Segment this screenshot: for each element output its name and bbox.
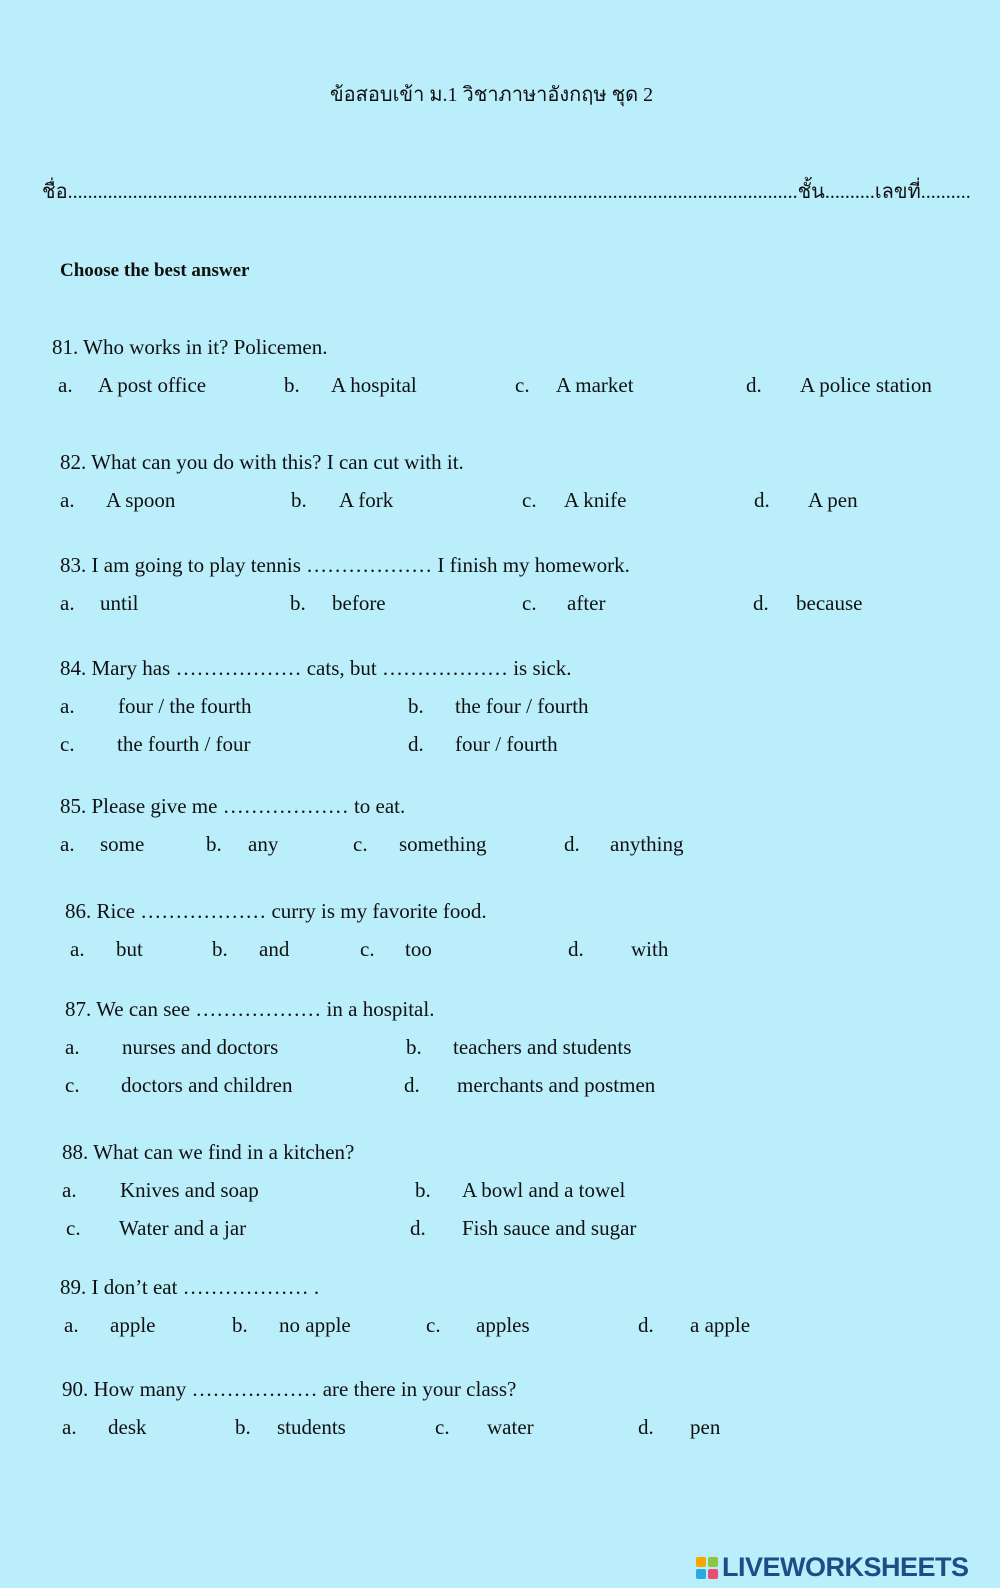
q90-option-d-letter[interactable]: d. [638,1415,654,1439]
q83-option-a-letter[interactable]: a. [60,591,75,615]
question-87: 87. We can see ……………… in a hospital. [65,997,435,1021]
q81-option-c-letter[interactable]: c. [515,373,530,397]
q85-option-c-text[interactable]: something [399,832,487,856]
q85-option-a-text[interactable]: some [100,832,145,856]
q89-option-d-text[interactable]: a apple [690,1313,751,1337]
q89-option-b-text[interactable]: no apple [279,1313,351,1337]
q81-option-a-text[interactable]: A post office [98,373,207,397]
q90-option-d-text[interactable]: pen [690,1415,721,1439]
q89-option-c-letter[interactable]: c. [426,1313,441,1337]
q84-option-c-letter[interactable]: c. [60,732,75,756]
q82-option-d-letter[interactable]: d. [754,488,770,512]
liveworksheets-logo-icon [696,1557,718,1579]
q82-option-b-letter[interactable]: b. [291,488,307,512]
question-81: 81. Who works in it? Policemen. [52,335,328,359]
q83-option-c-letter[interactable]: c. [522,591,537,615]
question-83: 83. I am going to play tennis ……………… I finish my homework. [60,553,630,577]
question-85: 85. Please give me ……………… to eat. [60,794,406,818]
q89-option-b-letter[interactable]: b. [232,1313,248,1337]
q87-option-a-text[interactable]: nurses and doctors [122,1035,279,1059]
student-info-line[interactable]: ชื่อ..................................................................................................................................................ชั้น..........เลขที่.......... [42,181,971,203]
q86-option-b-text[interactable]: and [259,937,290,961]
q84-option-c-text[interactable]: the fourth / four [117,732,251,756]
q88-option-d-text[interactable]: Fish sauce and sugar [462,1216,637,1240]
q86-option-a-text[interactable]: but [116,937,143,961]
logo-square-2 [708,1557,718,1567]
q87-option-a-letter[interactable]: a. [65,1035,80,1059]
q87-option-d-letter[interactable]: d. [404,1073,420,1097]
q83-option-d-letter[interactable]: d. [753,591,769,615]
question-90: 90. How many ……………… are there in your class? [62,1377,517,1401]
q82-option-b-text[interactable]: A fork [339,488,394,512]
q85-option-b-text[interactable]: any [248,832,279,856]
liveworksheets-logo-text: LIVEWORKSHEETS [722,1552,969,1582]
q90-option-b-letter[interactable]: b. [235,1415,251,1439]
instruction-heading: Choose the best answer [60,260,250,281]
q89-option-c-text[interactable]: apples [476,1313,530,1337]
question-89: 89. I don’t eat ……………… . [60,1275,320,1299]
q87-option-c-text[interactable]: doctors and children [121,1073,293,1097]
question-84: 84. Mary has ……………… cats, but ……………… is sick. [60,656,572,680]
q88-option-a-text[interactable]: Knives and soap [120,1178,259,1202]
q83-option-b-text[interactable]: before [332,591,386,615]
q82-option-a-letter[interactable]: a. [60,488,75,512]
q90-option-c-text[interactable]: water [487,1415,534,1439]
q88-option-d-letter[interactable]: d. [410,1216,426,1240]
question-82: 82. What can you do with this? I can cut with it. [60,450,464,474]
q89-option-a-text[interactable]: apple [110,1313,156,1337]
q88-option-c-letter[interactable]: c. [66,1216,81,1240]
q88-option-c-text[interactable]: Water and a jar [119,1216,247,1240]
q83-option-d-text[interactable]: because [796,591,863,615]
q89-option-a-letter[interactable]: a. [64,1313,79,1337]
q85-option-a-letter[interactable]: a. [60,832,75,856]
q83-option-a-text[interactable]: until [100,591,139,615]
q83-option-c-text[interactable]: after [567,591,606,615]
q85-option-d-text[interactable]: anything [610,832,684,856]
q87-option-b-text[interactable]: teachers and students [453,1035,632,1059]
q88-option-b-text[interactable]: A bowl and a towel [462,1178,626,1202]
q81-option-b-text[interactable]: A hospital [331,373,417,397]
q86-option-c-text[interactable]: too [405,937,432,961]
q83-option-b-letter[interactable]: b. [290,591,306,615]
q81-option-d-letter[interactable]: d. [746,373,762,397]
liveworksheets-logo[interactable] [696,1552,969,1583]
q88-option-b-letter[interactable]: b. [415,1178,431,1202]
q90-option-c-letter[interactable]: c. [435,1415,450,1439]
q84-option-b-letter[interactable]: b. [408,694,424,718]
q88-option-a-letter[interactable]: a. [62,1178,77,1202]
q84-option-d-letter[interactable]: d. [408,732,424,756]
q84-option-a-letter[interactable]: a. [60,694,75,718]
q86-option-c-letter[interactable]: c. [360,937,375,961]
q90-option-a-text[interactable]: desk [108,1415,147,1439]
q81-option-d-text[interactable]: A police station [800,373,932,397]
q82-option-c-letter[interactable]: c. [522,488,537,512]
q86-option-d-text[interactable]: with [631,937,669,961]
q86-option-d-letter[interactable]: d. [568,937,584,961]
q84-option-b-text[interactable]: the four / fourth [455,694,589,718]
q81-option-b-letter[interactable]: b. [284,373,300,397]
q85-option-c-letter[interactable]: c. [353,832,368,856]
q86-option-a-letter[interactable]: a. [70,937,85,961]
q90-option-a-letter[interactable]: a. [62,1415,77,1439]
q84-option-d-text[interactable]: four / fourth [455,732,558,756]
q86-option-b-letter[interactable]: b. [212,937,228,961]
q81-option-c-text[interactable]: A market [556,373,634,397]
q90-option-b-text[interactable]: students [277,1415,346,1439]
q89-option-d-letter[interactable]: d. [638,1313,654,1337]
q84-option-a-text[interactable]: four / the fourth [118,694,252,718]
q85-option-b-letter[interactable]: b. [206,832,222,856]
q87-option-c-letter[interactable]: c. [65,1073,80,1097]
question-86: 86. Rice ……………… curry is my favorite food. [65,899,487,923]
logo-square-3 [696,1569,706,1579]
logo-square-1 [696,1557,706,1567]
q82-option-a-text[interactable]: A spoon [106,488,176,512]
q85-option-d-letter[interactable]: d. [564,832,580,856]
worksheet-title: ข้อสอบเข้า ม.1 วิชาภาษาอังกฤษ ชุด 2 [330,84,654,106]
q87-option-b-letter[interactable]: b. [406,1035,422,1059]
q82-option-d-text[interactable]: A pen [808,488,858,512]
q81-option-a-letter[interactable]: a. [58,373,73,397]
q87-option-d-text[interactable]: merchants and postmen [457,1073,656,1097]
question-88: 88. What can we find in a kitchen? [62,1140,355,1164]
q82-option-c-text[interactable]: A knife [564,488,627,512]
logo-square-4 [708,1569,718,1579]
